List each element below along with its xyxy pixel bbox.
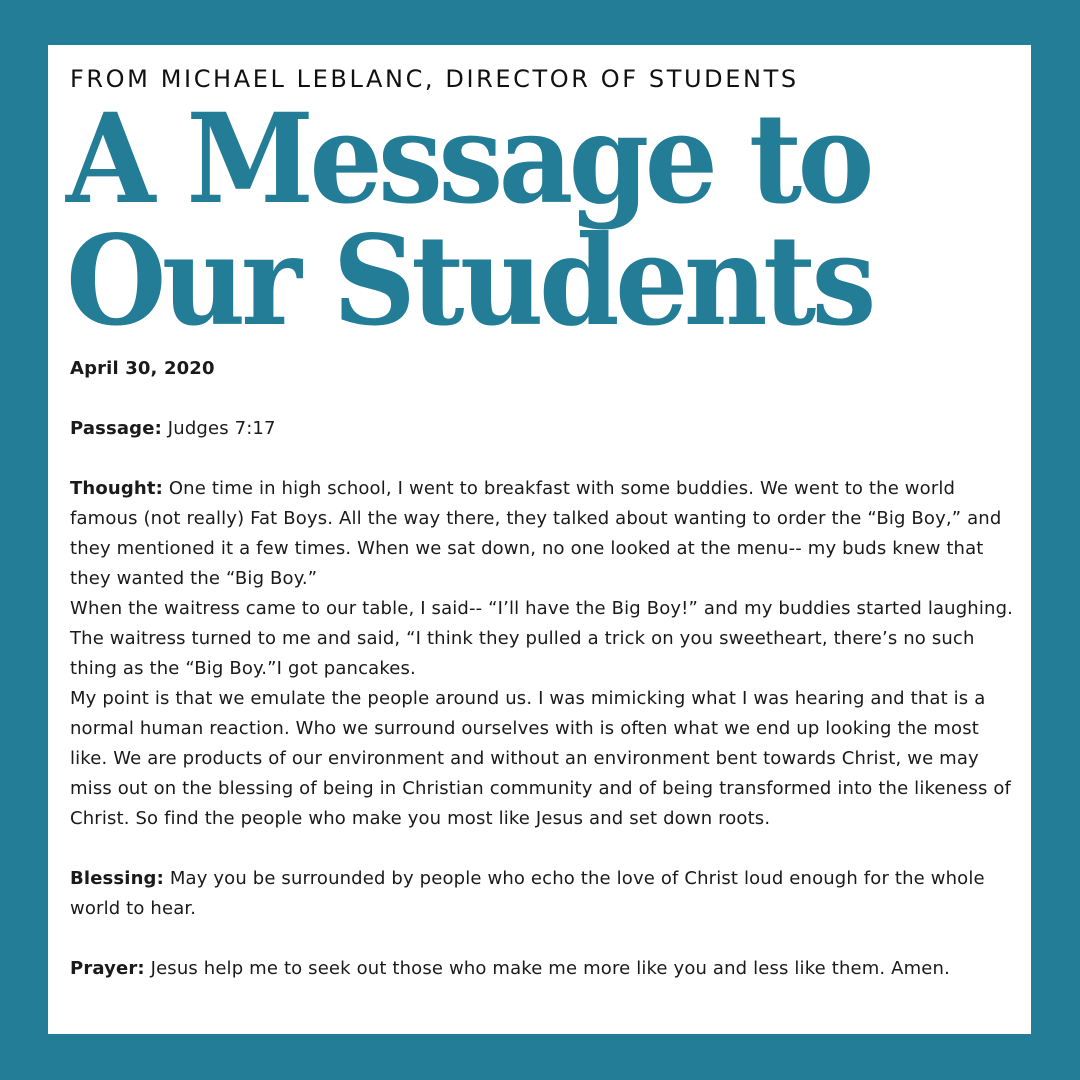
blessing-label: Blessing:: [70, 868, 164, 889]
thought-paragraph: [70, 474, 1020, 594]
prayer-label: Prayer:: [70, 958, 145, 979]
thought-label: Thought:: [70, 478, 163, 499]
blessing-paragraph: [70, 864, 1020, 924]
byline: FROM MICHAEL LEBLANC, DIRECTOR OF STUDENTS: [70, 65, 799, 93]
blessing-text: May you be surrounded by people who echo the love of Christ loud enough for the whole world to hear.: [70, 868, 985, 919]
message-card: [48, 45, 1031, 1034]
spacer: [70, 924, 1020, 954]
passage-paragraph: [70, 414, 1020, 444]
passage-label: Passage:: [70, 418, 162, 439]
prayer-text: Jesus help me to seek out those who make me more like you and less like them. Amen.: [150, 958, 950, 979]
page-title: [66, 87, 872, 354]
passage-text: Judges 7:17: [167, 418, 276, 439]
prayer-paragraph: [70, 954, 1020, 984]
spacer: [70, 444, 1020, 474]
spacer: [70, 834, 1020, 864]
thought-text-2: When the waitress came to our table, I said-- “I’ll have the Big Boy!” and my buddies started laughing. The waitress turned to me and said, “I think they pulled a trick on you sweetheart, there’s no such thing as the “Big Boy.”I got pancakes.: [70, 598, 1014, 679]
thought-text-3: My point is that we emulate the people around us. I was mimicking what I was hearing and that is a normal human reaction. Who we surround ourselves with is often what we end up looking the most like. We are products of our environment and without an environment bent towards Christ, we may miss out on the blessing of being in Christian community and of being transformed into the likeness of Christ. So find the people who make you most like Jesus and set down roots.: [70, 688, 1011, 829]
spacer: [70, 384, 1020, 414]
message-body: [70, 354, 1020, 984]
title-line-1: A Message to: [66, 87, 870, 232]
date: April 30, 2020: [70, 358, 215, 379]
title-line-2: Our Students: [66, 209, 872, 354]
thought-text-1: One time in high school, I went to breakfast with some buddies. We went to the world famous (not really) Fat Boys. All the way there, they talked about wanting to order the “Big Boy,” and they mentioned it a few times. When we sat down, no one looked at the menu-- my buds knew that they wanted the “Big Boy.”: [70, 478, 1002, 589]
